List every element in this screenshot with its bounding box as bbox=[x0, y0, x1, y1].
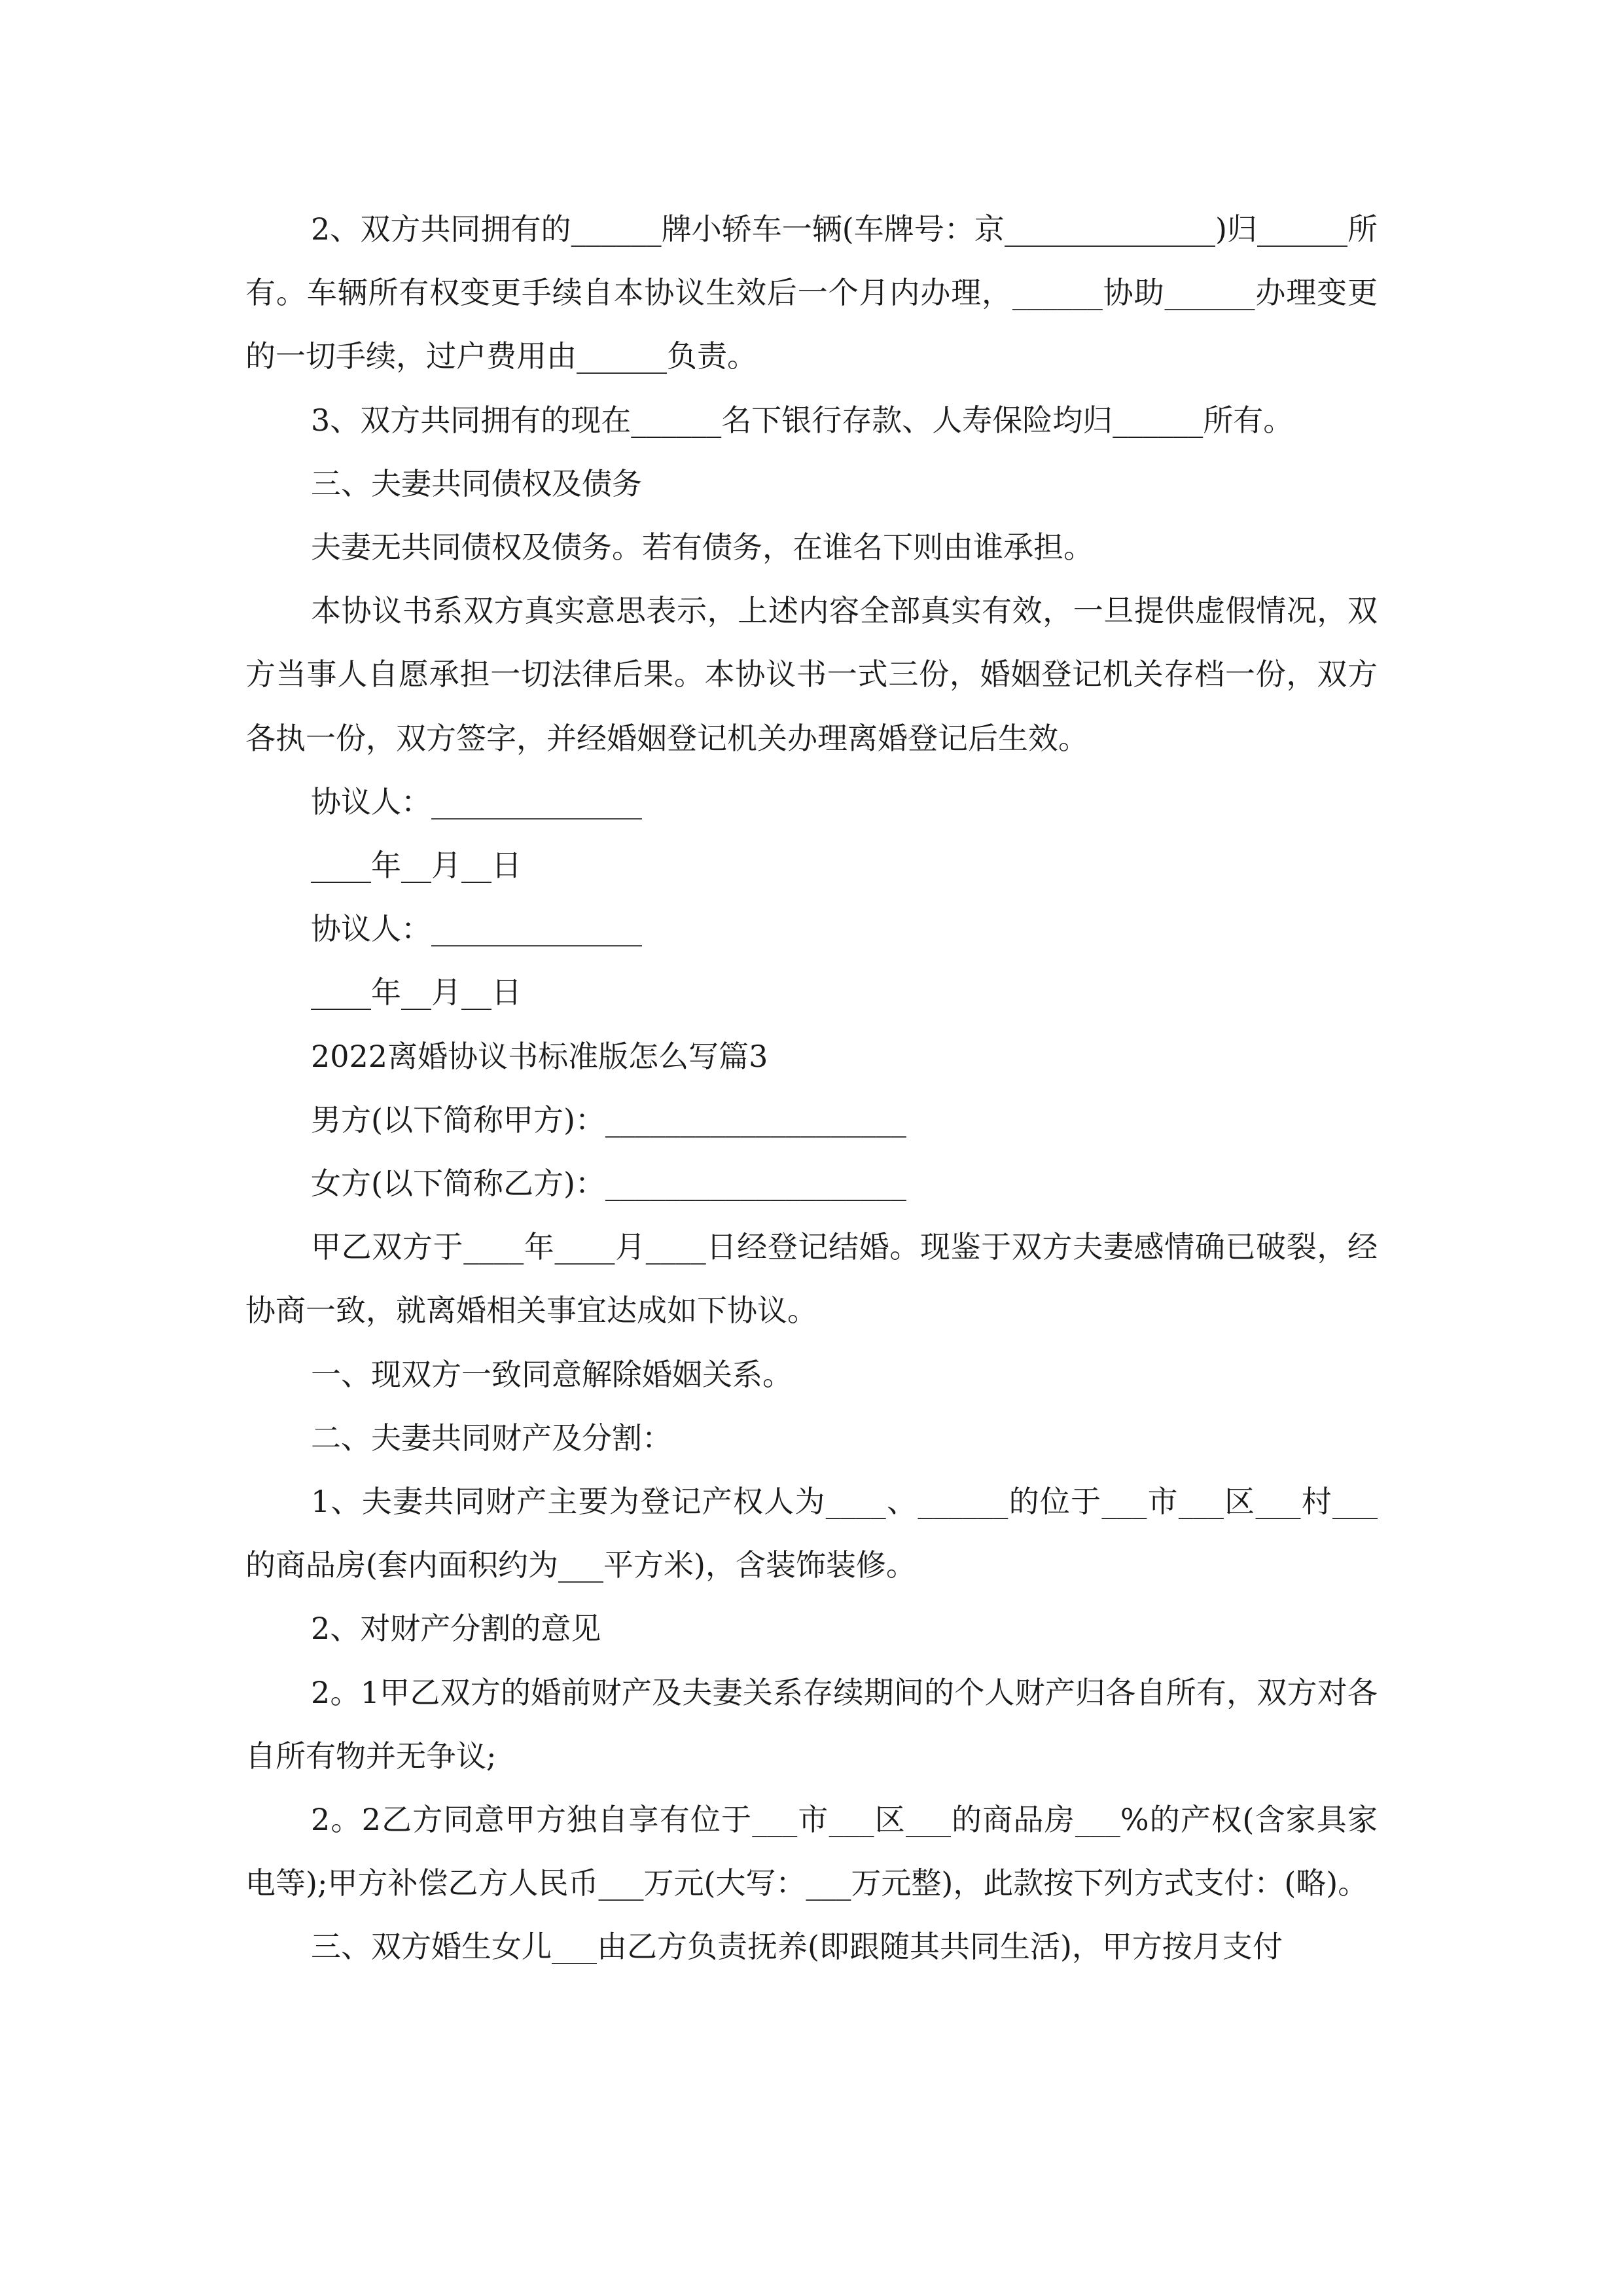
clause-dissolve-marriage: 一、现双方一致同意解除婚姻关系。 bbox=[311, 1356, 793, 1392]
section-title: 2022离婚协议书标准版怎么写篇3 bbox=[311, 1038, 768, 1074]
paragraph-agreement-validity: 本协议书系双方真实意思表示，上述内容全部真实有效，一旦提供虚假情况，双方当事人自愿承担一切法律后果。本协议书一式三份，婚姻登记机关存档一份，双方各执一份，双方签字，并经婚姻登记机关办理离婚登记后生效。 bbox=[245, 593, 1378, 756]
clause-property-division-heading: 2、对财产分割的意见 bbox=[311, 1611, 601, 1647]
paragraph-marriage-registration: 甲乙双方于____年____月____日经登记结婚。现鉴于双方夫妻感情确已破裂，经协商一致，就离婚相关事宜达成如下协议。 bbox=[245, 1229, 1378, 1329]
party-b-line: 女方(以下简称乙方)：____________________ bbox=[311, 1166, 906, 1202]
document-body bbox=[245, 198, 1378, 1979]
signature-line-1: 协议人：______________ bbox=[311, 783, 642, 819]
clause-property-main: 1、夫妻共同财产主要为登记产权人为____、______的位于___市___区___村___的商品房(套内面积约为___平方米)，含装饰装修。 bbox=[245, 1484, 1378, 1583]
clause-child-custody: 三、双方婚生女儿___由乙方负责抚养(即跟随其共同生活)，甲方按月支付 bbox=[311, 1929, 1283, 1965]
date-line-2: ____年__月__日 bbox=[311, 975, 522, 1011]
date-line-1: ____年__月__日 bbox=[311, 848, 522, 884]
signature-line-2: 协议人：______________ bbox=[311, 911, 642, 947]
party-a-line: 男方(以下简称甲方)：____________________ bbox=[311, 1102, 906, 1138]
paragraph-car-ownership: 2、双方共同拥有的______牌小轿车一辆(车牌号：京______________)归______所有。车辆所有权变更手续自本协议生效后一个月内办理，______协助______办理变更的一切手续，过户费用由______负责。 bbox=[245, 211, 1378, 374]
heading-debts: 三、夫妻共同债权及债务 bbox=[311, 465, 642, 501]
paragraph-bank-deposits: 3、双方共同拥有的现在______名下银行存款、人寿保险均归______所有。 bbox=[311, 402, 1294, 438]
clause-2-1: 2。1甲乙双方的婚前财产及夫妻关系存续期间的个人财产归各自所有，双方对各自所有物并无争议; bbox=[245, 1674, 1378, 1774]
paragraph-no-debts: 夫妻无共同债权及债务。若有债务，在谁名下则由谁承担。 bbox=[311, 529, 1094, 565]
clause-property-heading: 二、夫妻共同财产及分割： bbox=[311, 1420, 672, 1456]
clause-2-2: 2。2乙方同意甲方独自享有位于___市___区___的商品房___%的产权(含家具家电等);甲方补偿乙方人民币___万元(大写：___万元整)，此款按下列方式支付：(略)。 bbox=[245, 1802, 1378, 1901]
